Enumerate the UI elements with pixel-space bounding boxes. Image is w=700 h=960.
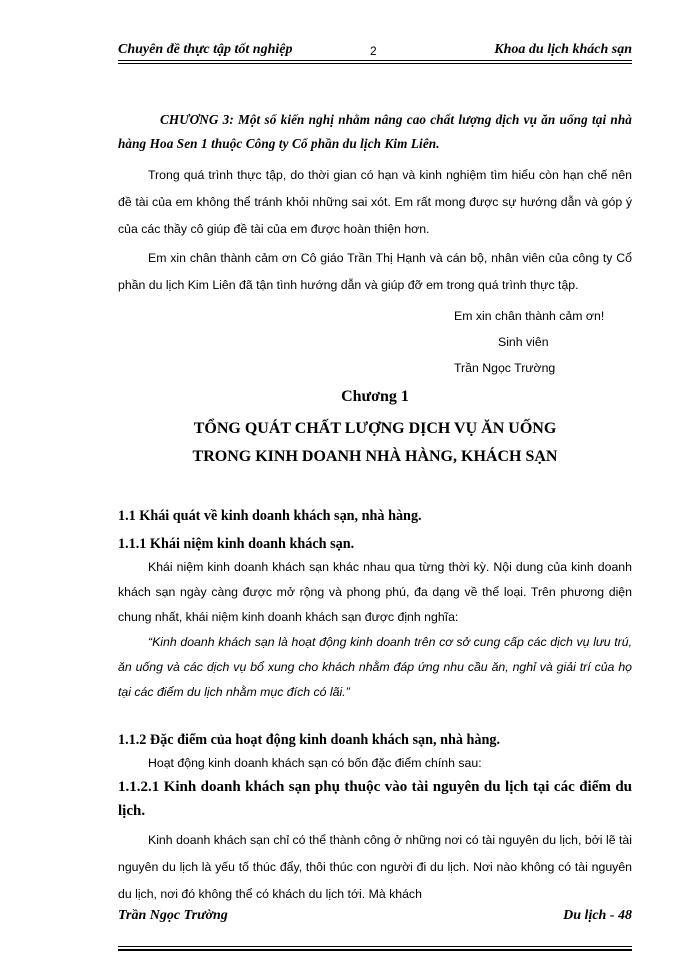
thanks-line: Em xin chân thành cảm ơn! (454, 309, 605, 323)
section-1-1-heading: 1.1 Khái quát về kinh doanh khách sạn, nhà hàng. (118, 508, 422, 524)
section-1-1-2-1-heading: 1.1.2.1 Kinh doanh khách sạn phụ thuộc vào tài nguyên du lịch tại các điểm du lịch. (118, 779, 632, 819)
footer-divider (118, 946, 632, 951)
section-1-1-2-heading: 1.1.2 Đặc điểm của hoạt động kinh doanh khách sạn, nhà hàng. (118, 732, 501, 748)
intro-paragraph-2: Em xin chân thành cảm ơn Cô giáo Trần Thị Hạnh và cán bộ, nhân viên của công ty Cổ phần du lịch Kim Liên đã tận tình hướng dẫn và giúp đỡ em trong quá trình thực tập. (118, 251, 632, 292)
page-content (118, 108, 632, 908)
signature-name: Trần Ngọc Trường (454, 361, 556, 375)
header-page-number: 2 (370, 44, 377, 58)
signature-role: Sinh viên (498, 335, 549, 349)
page-header (118, 42, 632, 62)
header-divider (118, 60, 632, 64)
section-1-1-1-heading: 1.1.1 Khái niệm kinh doanh khách sạn. (118, 536, 355, 552)
footer-author: Trần Ngọc Trường (118, 908, 228, 923)
chapter-title: Chương 1 (341, 388, 409, 405)
chapter-subtitle-line-2: TRONG KINH DOANH NHÀ HÀNG, KHÁCH SẠN (192, 448, 558, 465)
chapter-subtitle-line-1: TỔNG QUÁT CHẤT LƯỢNG DỊCH VỤ ĂN UỐNG (193, 420, 557, 437)
page-footer (118, 908, 632, 928)
section-1-1-1-paragraph: Khái niệm kinh doanh khách sạn khác nhau qua từng thời kỳ. Nội dung của kinh doanh khách sạn ngày càng được mở rộng và phong phú, đa dạng về thể loại. Trên phương diện chung nhất, khái niệm kinh doanh khách sạn được định nghĩa: (118, 560, 632, 624)
header-department: Khoa du lịch khách sạn (494, 42, 632, 57)
chapter3-summary: CHƯƠNG 3: Một số kiến nghị nhằm nâng cao chất lượng dịch vụ ăn uống tại nhà hàng Hoa Sen 1 thuộc Công ty Cổ phần du lịch Kim Liên. (118, 112, 632, 151)
section-1-1-2-paragraph: Hoạt động kinh doanh khách sạn có bốn đặc điểm chính sau: (148, 756, 482, 770)
intro-paragraph-1: Trong quá trình thực tập, do thời gian có hạn và kinh nghiệm tìm hiểu còn hạn chế nên đề tài của em không thể tránh khỏi những sai xót. Em rất mong được sự hướng dẫn và góp ý của các thầy cô giúp đề tài của em được hoàn thiện hơn. (118, 168, 632, 236)
definition-quote: “Kinh doanh khách sạn là hoạt động kinh doanh trên cơ sở cung cấp các dịch vụ lưu trú, ăn uống và các dịch vụ bổ xung cho khách nhằm đáp ứng nhu cầu ăn, nghỉ và giải trí của họ tại các điểm du lịch nhằm mục đích có lãi.” (118, 635, 632, 699)
section-1-1-2-1-paragraph: Kinh doanh khách sạn chỉ có thể thành công ở những nơi có tài nguyên du lịch, bởi lẽ tài nguyên du lịch là yếu tố thúc đẩy, thôi thúc con người đi du lịch. Nơi nào không có tài nguyên du lịch, nơi đó không thể có khách du lịch tới. Mà khách (118, 833, 632, 901)
header-title: Chuyên đề thực tập tốt nghiệp (118, 42, 293, 57)
footer-page-label: Du lịch - 48 (563, 908, 632, 923)
